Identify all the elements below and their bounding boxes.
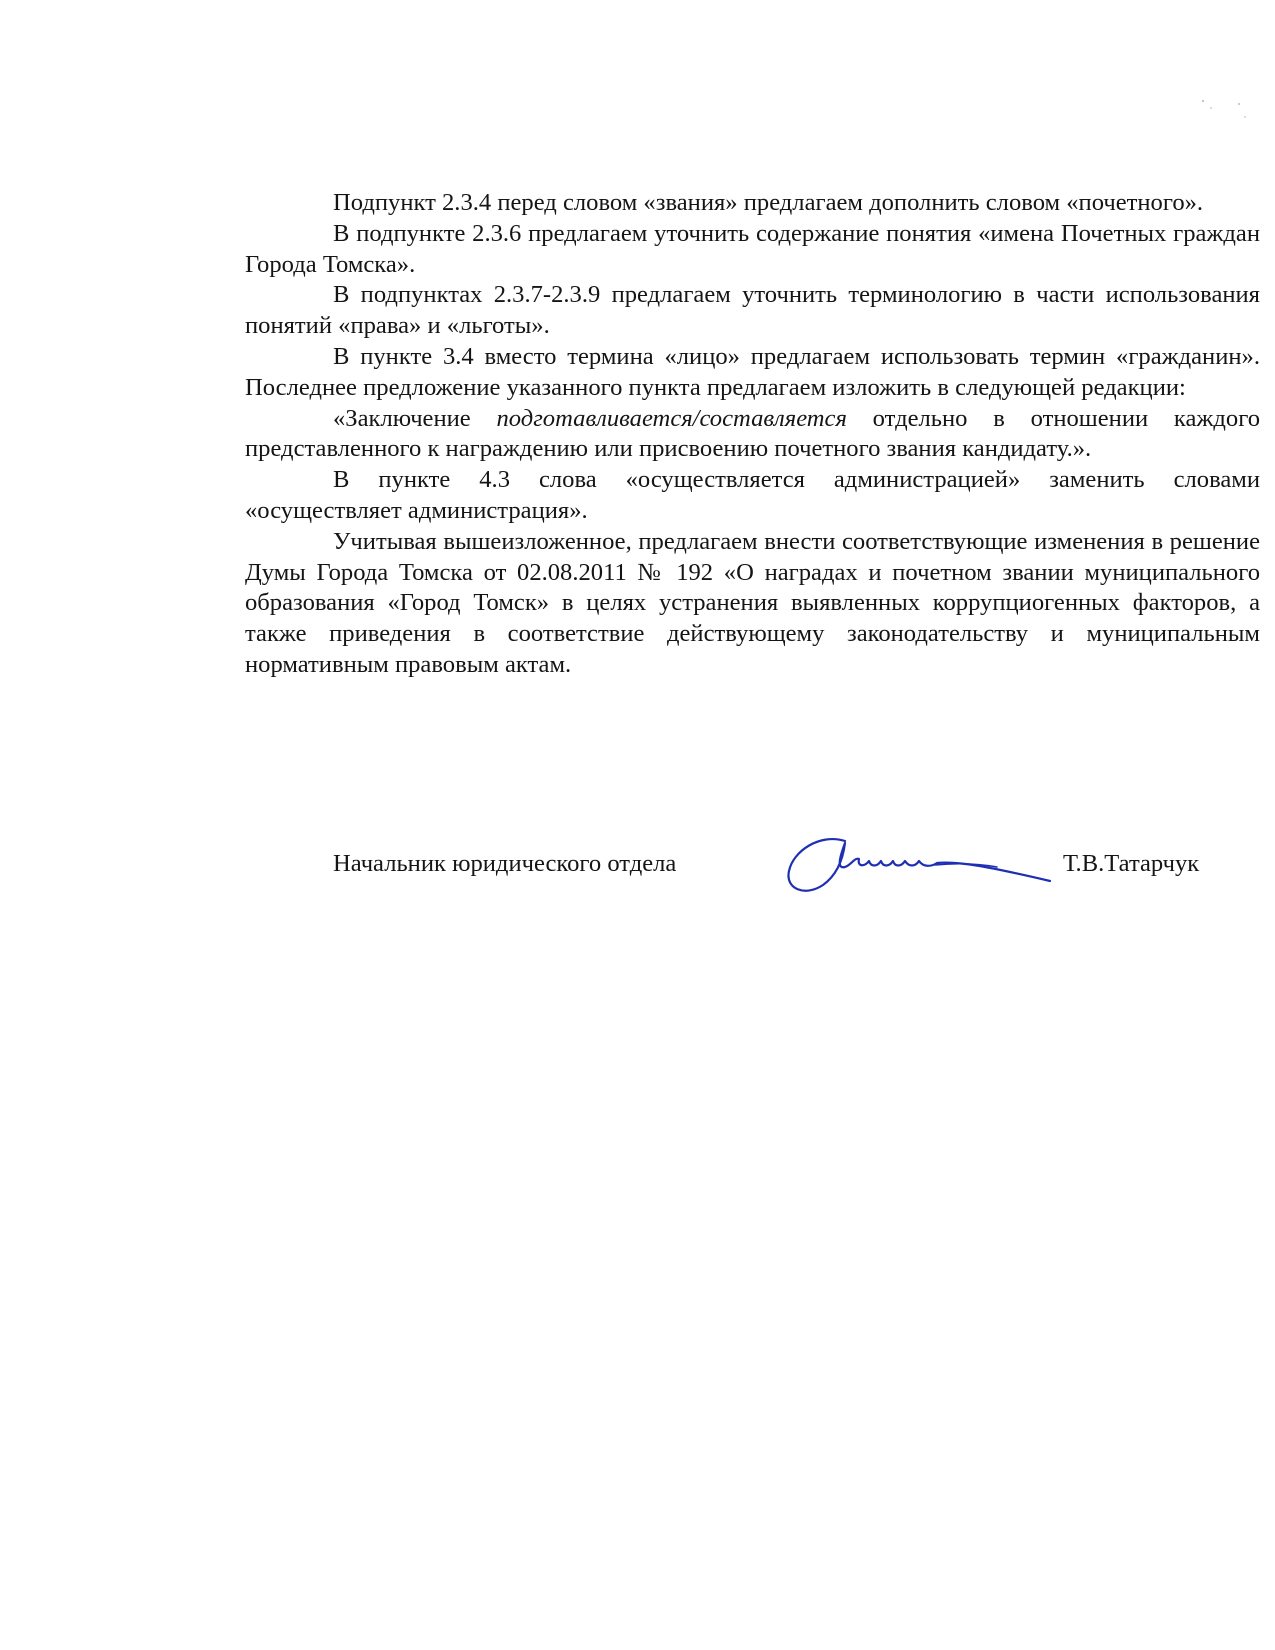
paragraph-quoted-conclusion [245,404,1260,466]
paragraph-subclause-2-3-6 [245,219,1260,281]
text-fragment: В подпункте 2.3.6 предлагаем уточнить содержание понятия «имена Почетных граждан Города Томска». [245,219,1260,278]
signatory-name: Т.В.Татарчук [1063,850,1200,877]
text-fragment: В подпунктах 2.3.7-2.3.9 предлагаем уточнить терминологию в части использования понятий «права» и «льготы». [245,281,1260,340]
text-fragment: В пункте 3.4 вместо термина «лицо» предлагаем использовать термин «гражданин». Последнее предложение указанного пункта предлагаем изложить в следующей редакции: [245,342,1260,401]
paragraph-clause-3-4 [245,342,1260,404]
text-fragment: «Заключение [333,404,497,432]
signature-block [0,845,1275,905]
signatory-position: Начальник юридического отдела [333,850,677,877]
text-fragment: В пункте 4.3 слова «осуществляется администрацией» заменить словами «осуществляет администрация». [245,466,1260,524]
paragraph-subclauses-2-3-7-2-3-9 [245,280,1260,342]
text-fragment: Подпункт 2.3.4 перед словом «звания» предлагаем дополнить словом «почетного». [333,189,1204,216]
scan-noise-marks [1195,95,1255,125]
italic-fragment: подготавливается/составляется [496,404,847,432]
paragraph-subclause-2-3-4 [245,188,1260,219]
paragraph-conclusion [245,527,1260,681]
text-fragment: Учитывая вышеизложенное, предлагаем внести соответствующие изменения в решение Думы Города Томска от 02.08.2011 № 192 «О наградах и почетном звании муниципального образования «Город Томск» в целях устранения выявленных коррупциогенных факторов, а также приведения в соответствие действующему законодательству и муниципальным нормативным правовым актам. [245,527,1260,678]
paragraph-clause-4-3 [245,465,1260,527]
document-body [245,188,1260,681]
handwritten-signature [785,823,1055,903]
text-fragment: отдельно в отношении каждого представленного к награждению или присвоению почетного звания кандидату.». [245,404,1260,463]
